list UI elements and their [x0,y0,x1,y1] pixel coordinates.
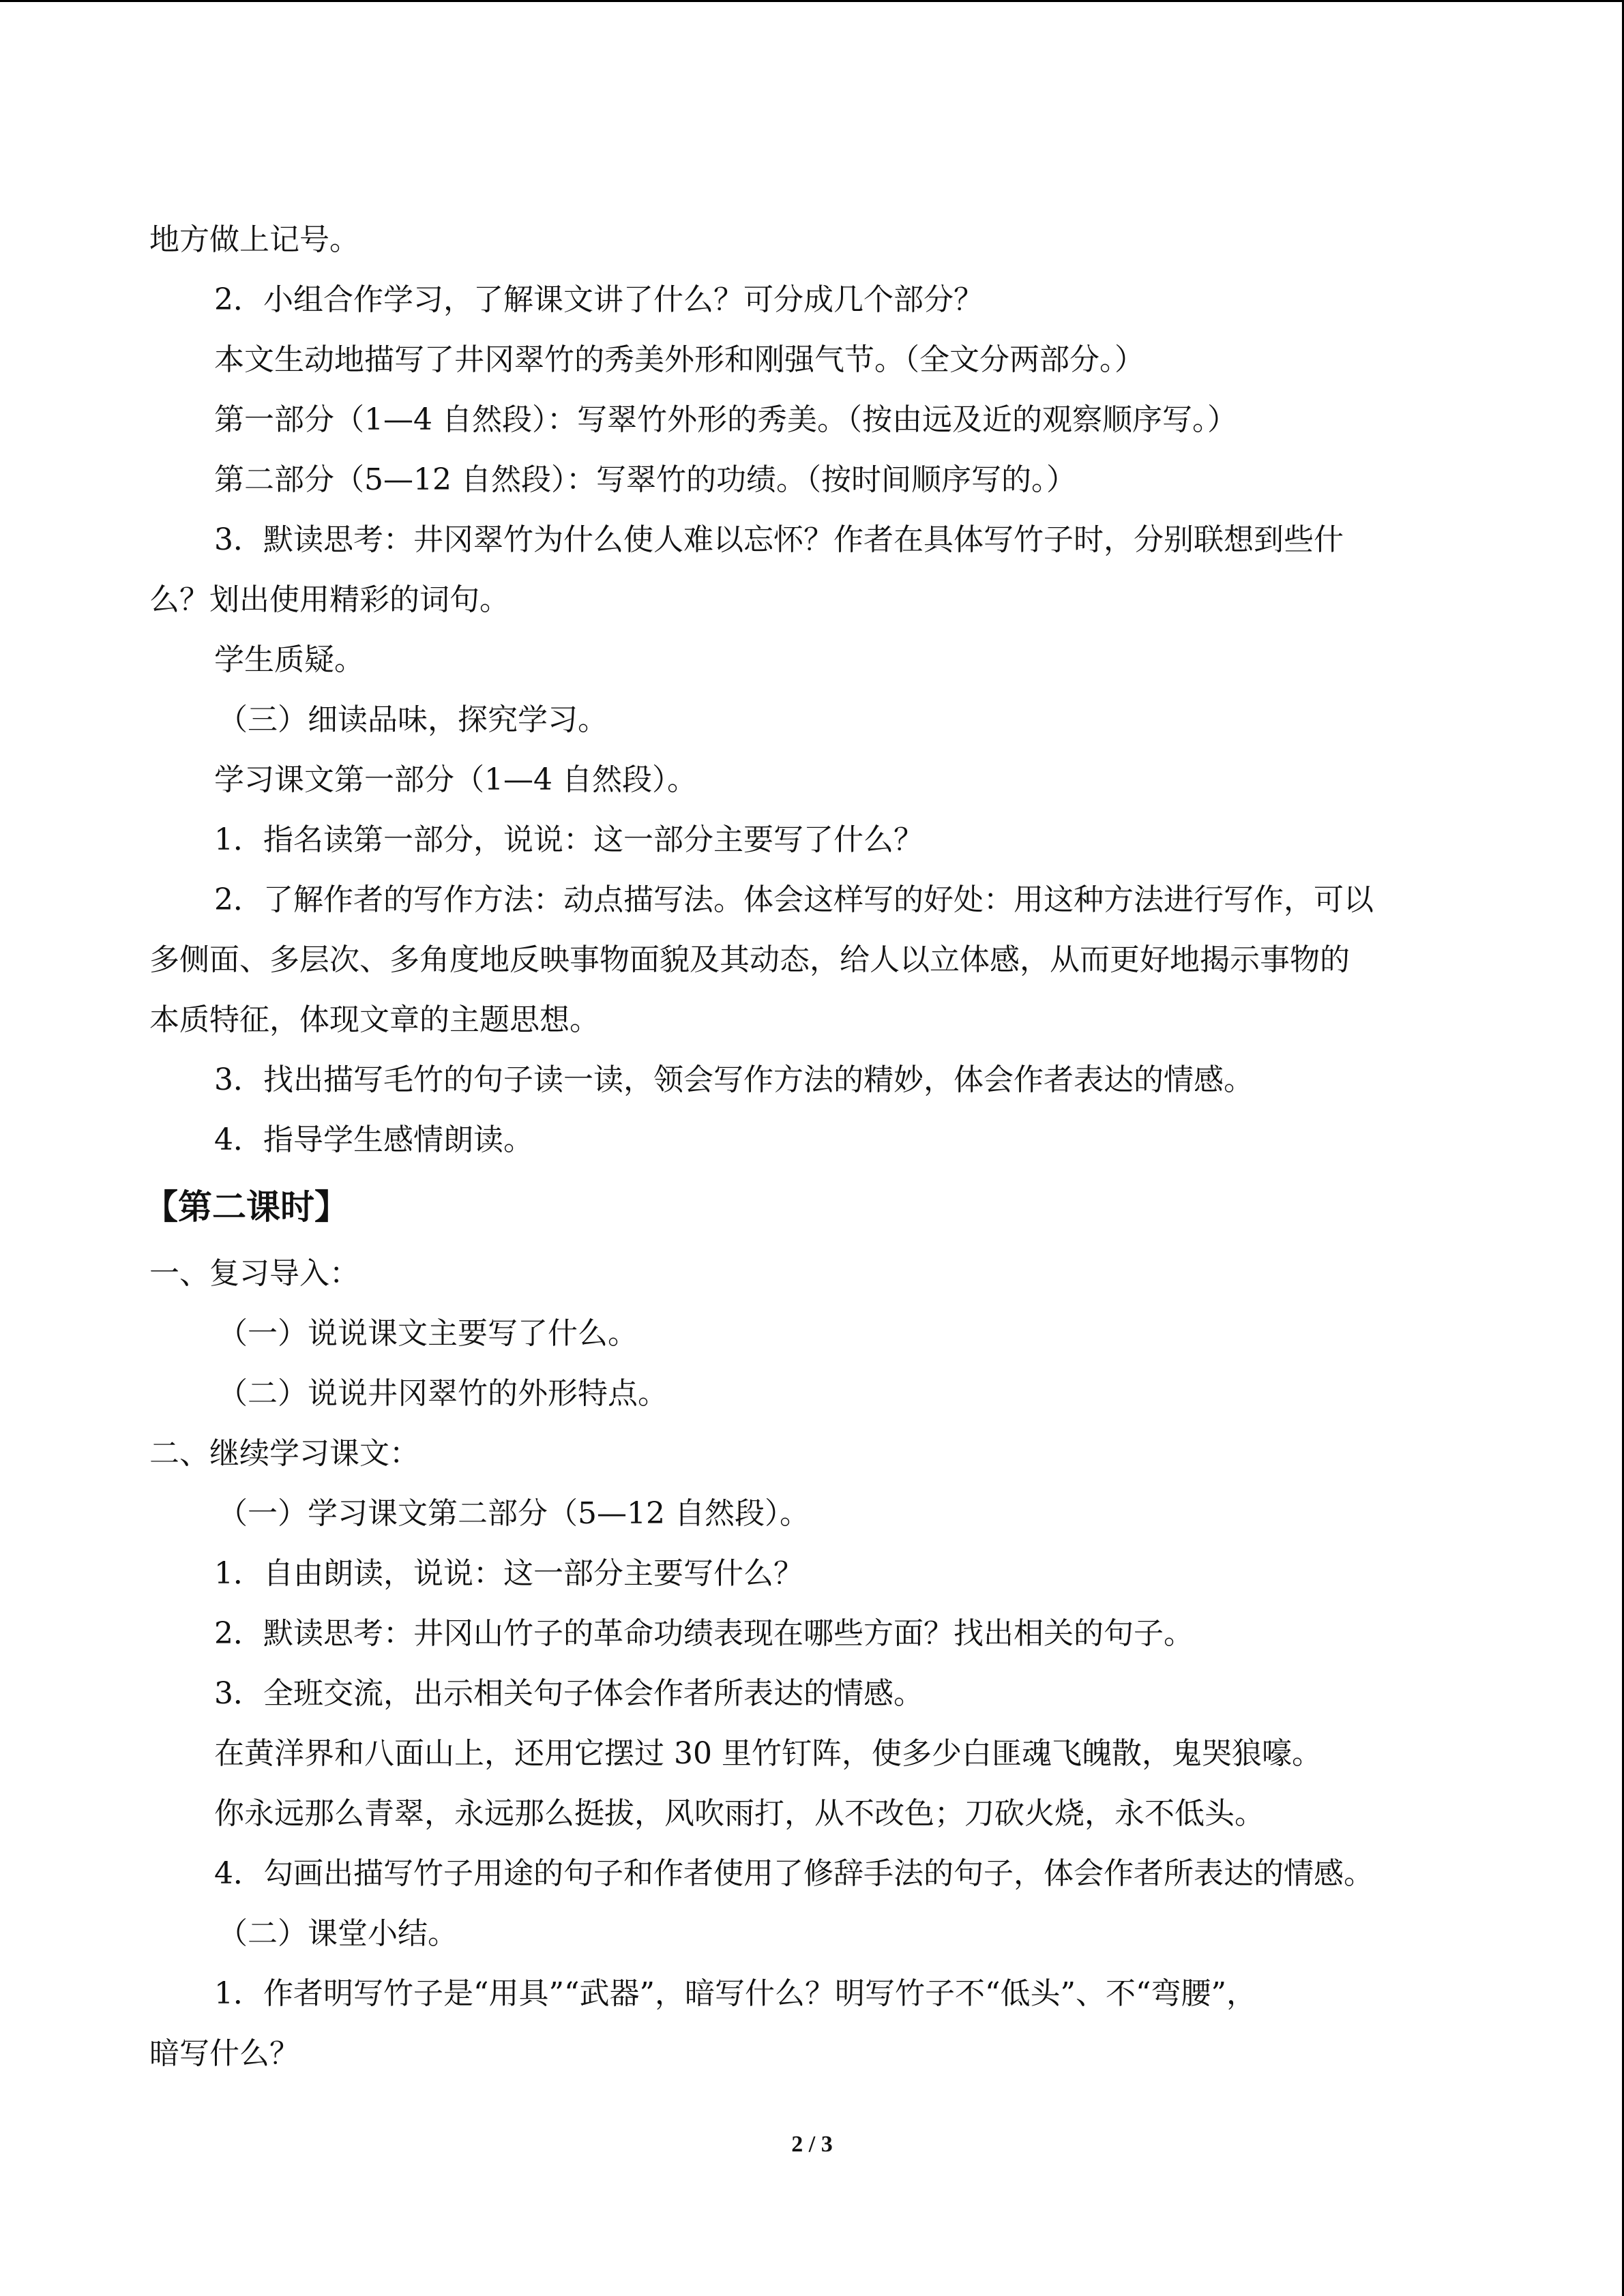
text-line: 1．指名读第一部分，说说：这一部分主要写了什么？ [214,822,924,857]
text-line: （三）细读品味，探究学习。 [218,702,608,737]
text-line: 学习课文第一部分（1—4 自然段）。 [214,762,697,797]
text-line: 1．作者明写竹子是“用具”“武器”，暗写什么？明写竹子不“低头”、不“弯腰”， [214,1976,1256,2011]
text-line: 3．默读思考：井冈翠竹为什么使人难以忘怀？作者在具体写竹子时，分别联想到些什 [214,522,1344,557]
text-line: 暗写什么？ [149,2036,299,2071]
text-line: 本质特征，体现文章的主题思想。 [149,1002,600,1037]
text-line: 本文生动地描写了井冈翠竹的秀美外形和刚强气节。（全文分两部分。） [214,342,1145,377]
text-line: 1．自由朗读，说说：这一部分主要写什么？ [214,1556,803,1591]
text-line: 多侧面、多层次、多角度地反映事物面貌及其动态，给人以立体感，从而更好地揭示事物的 [149,942,1350,977]
text-line: 2．小组合作学习，了解课文讲了什么？可分成几个部分？ [214,282,984,317]
text-line: （一）说说课文主要写了什么。 [218,1316,638,1351]
section-heading: 【第二课时】 [144,1187,349,1227]
text-line: 地方做上记号。 [149,222,359,257]
text-line: 你永远那么青翠，永远那么挺拔，风吹雨打，从不改色；刀砍火烧，永不低头。 [214,1796,1265,1831]
text-line: 么？划出使用精彩的词句。 [149,582,510,617]
text-line: 第二部分（5—12 自然段）：写翠竹的功绩。（按时间顺序写的。） [214,462,1076,497]
page-number: 2 / 3 [791,2132,833,2157]
text-line: 学生质疑。 [214,642,364,677]
text-line: 二、继续学习课文： [149,1436,419,1471]
text-line: 2．默读思考：井冈山竹子的革命功绩表现在哪些方面？找出相关的句子。 [214,1616,1194,1651]
text-line: 4．勾画出描写竹子用途的句子和作者使用了修辞手法的句子，体会作者所表达的情感。 [214,1856,1374,1891]
text-line: 一、复习导入： [149,1256,359,1291]
text-line: （二）课堂小结。 [218,1916,458,1951]
text-line: 3．找出描写毛竹的句子读一读，领会写作方法的精妙，体会作者表达的情感。 [214,1062,1254,1097]
text-line: 第一部分（1—4 自然段）：写翠竹外形的秀美。（按由远及近的观察顺序写。） [214,402,1237,437]
text-line: 2．了解作者的写作方法：动点描写法。体会这样写的好处：用这种方法进行写作，可以 [214,882,1374,917]
text-line: 在黄洋界和八面山上，还用它摆过 30 里竹钉阵，使多少白匪魂飞魄散，鬼哭狼嚎。 [214,1736,1322,1771]
text-line: 3．全班交流，出示相关句子体会作者所表达的情感。 [214,1676,924,1711]
text-line: （一）学习课文第二部分（5—12 自然段）。 [218,1496,810,1531]
text-line: （二）说说井冈翠竹的外形特点。 [218,1376,668,1411]
text-line: 4．指导学生感情朗读。 [214,1122,533,1157]
document-body [144,210,1483,2084]
